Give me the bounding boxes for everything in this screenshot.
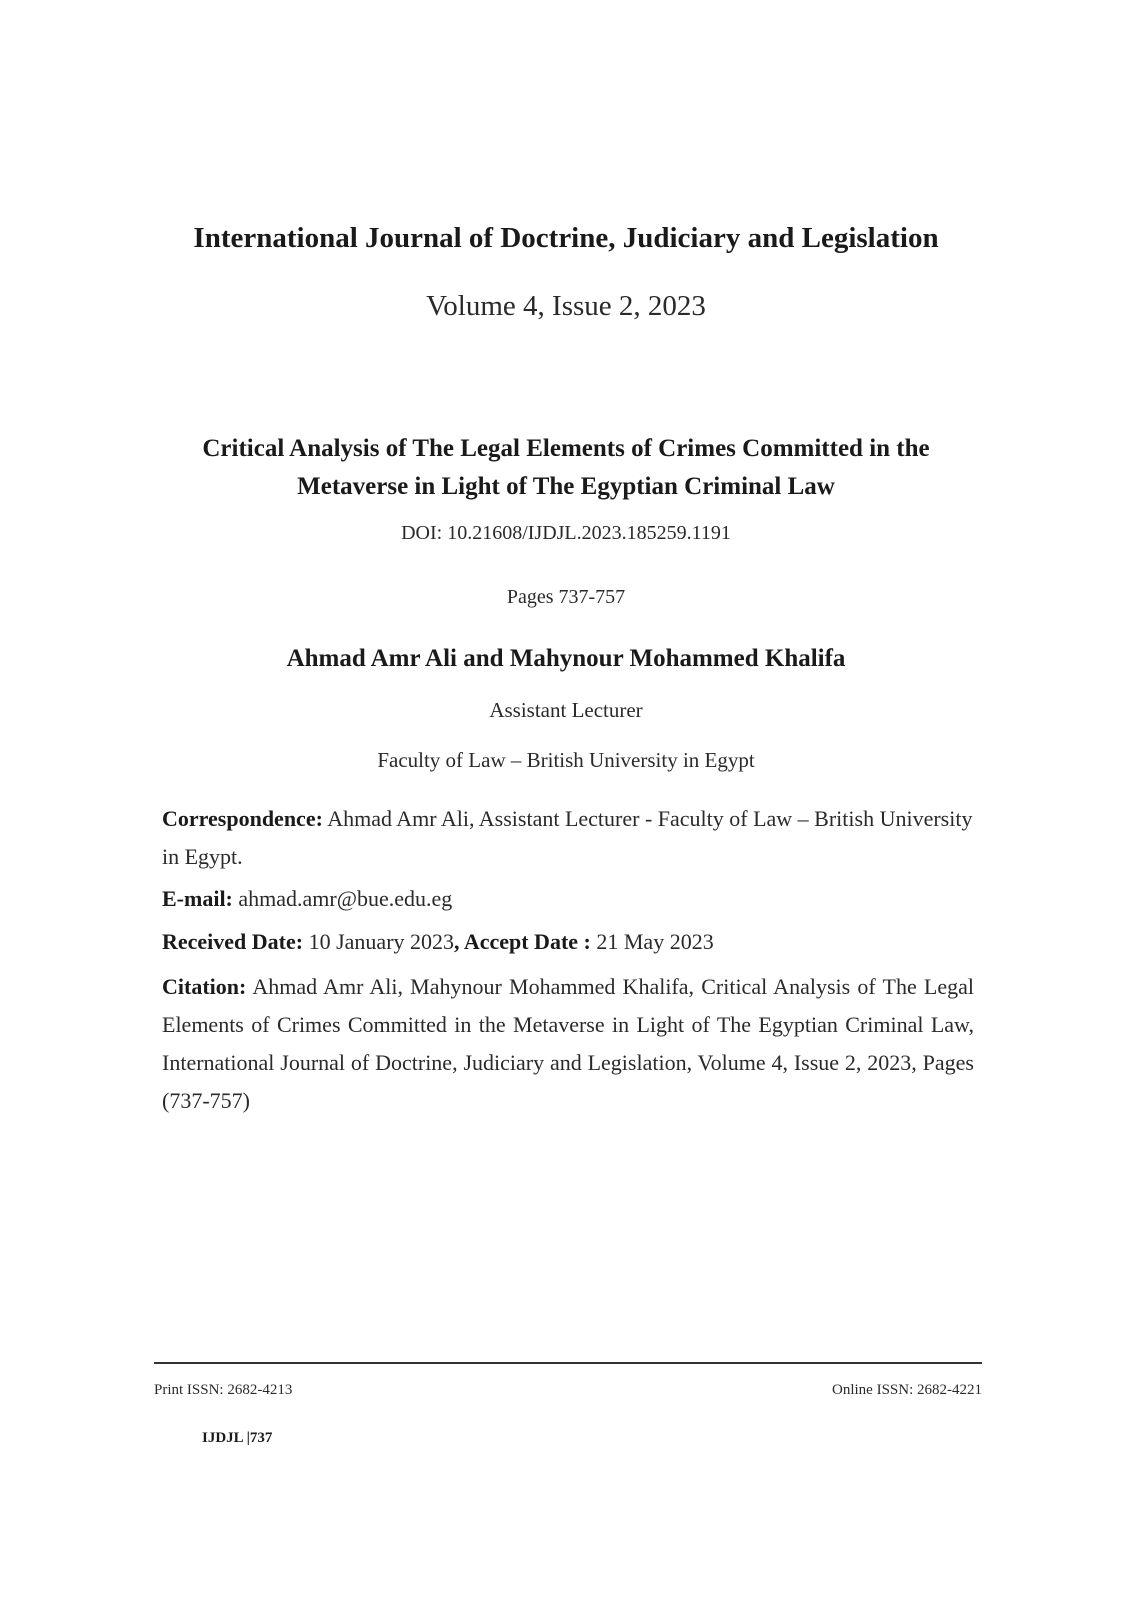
paper-title: Critical Analysis of The Legal Elements of Crimes Committed in the Metaverse in Light of The Egyptian Criminal Law xyxy=(202,435,930,500)
dates xyxy=(162,923,974,961)
email-label: E-mail: xyxy=(162,886,233,911)
print-issn: Print ISSN: 2682-4213 xyxy=(154,1382,293,1398)
volume-issue: Volume 4, Issue 2, 2023 xyxy=(426,290,706,322)
citation xyxy=(162,968,974,1120)
author-position: Assistant Lecturer xyxy=(489,698,643,722)
online-issn: Online ISSN: 2682-4221 xyxy=(832,1382,982,1398)
author-affiliation: Faculty of Law – British University in Egypt xyxy=(377,748,755,772)
authors: Ahmad Amr Ali and Mahynour Mohammed Khalifa xyxy=(286,645,846,672)
email-value[interactable]: ahmad.amr@bue.edu.eg xyxy=(232,886,453,911)
accept-date-label: , Accept Date : xyxy=(454,929,591,954)
footer-divider xyxy=(154,1362,982,1364)
correspondence-label: Correspondence: xyxy=(162,806,323,831)
page-reference: IJDJL |737 xyxy=(202,1430,273,1446)
accept-date-value: 21 May 2023 xyxy=(590,929,714,954)
journal-title: International Journal of Doctrine, Judiciary and Legislation xyxy=(193,222,939,254)
received-date-value: 10 January 2023 xyxy=(303,929,455,954)
page-range: Pages 737-757 xyxy=(506,586,626,608)
citation-value: Ahmad Amr Ali, Mahynour Mohammed Khalifa, Critical Analysis of The Legal Elements of Crimes Committed in the Metaverse in Light of The Egyptian Criminal Law, International Journal of Doctrine, Judiciary and Legislation, Volume 4, Issue 2, 2023, Pages (737-757) xyxy=(162,974,974,1113)
correspondence-value: Ahmad Amr Ali, Assistant Lecturer - Faculty of Law – British University in Egypt. xyxy=(162,806,973,869)
citation-label: Citation: xyxy=(162,974,247,999)
email xyxy=(162,880,974,918)
received-date-label: Received Date: xyxy=(162,929,304,954)
correspondence xyxy=(162,800,974,876)
doi: DOI: 10.21608/IJDJL.2023.185259.1191 xyxy=(401,522,731,544)
